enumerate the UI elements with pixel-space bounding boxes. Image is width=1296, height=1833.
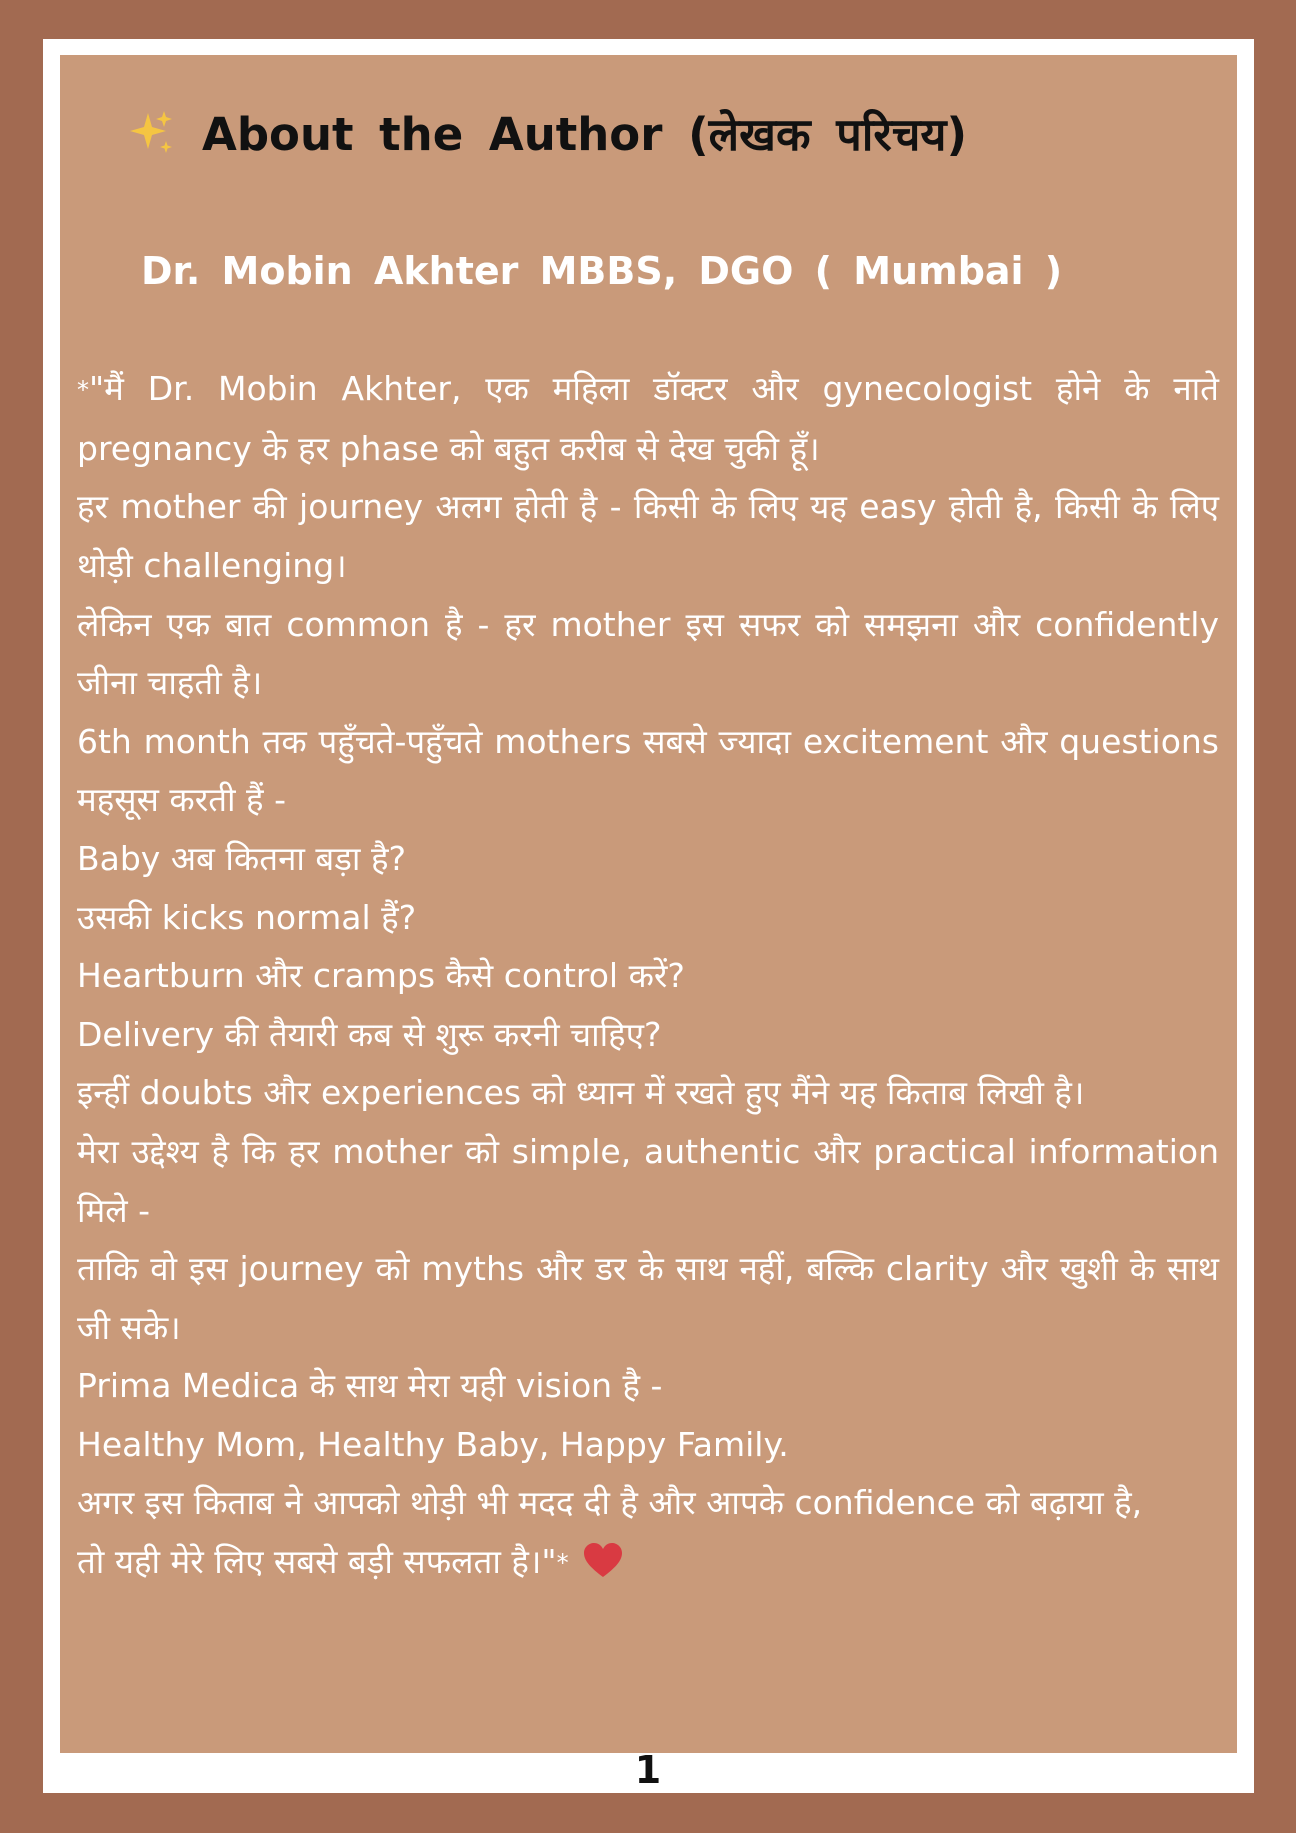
author-bio [77,360,1219,1593]
bio-paragraph: Prima Medica के साथ मेरा यही vision है - [77,1366,663,1406]
open-mark: * [77,376,89,405]
close-mark: * [556,1549,569,1578]
bio-paragraph: अगर इस किताब ने आपको थोड़ी भी मदद दी है और आपके confidence को बढ़ाया है, [77,1483,1143,1523]
bio-paragraph: Baby अब कितना बड़ा है? [77,838,406,878]
bio-paragraph: Healthy Mom, Healthy Baby, Happy Family. [77,1424,789,1464]
bio-paragraph: Delivery की तैयारी कब से शुरू करनी चाहिए? [77,1014,662,1054]
bio-paragraph [77,360,1219,478]
bio-paragraph: Heartburn और cramps कैसे control करें? [77,956,685,996]
bio-paragraph: मेरा उद्देश्य है कि हर mother को simple, authentic और practical information मिले - [77,1131,1219,1230]
bio-paragraph: इन्हीं doubts और experiences को ध्यान में रखते हुए मैंने यह किताब लिखी है। [77,1073,1085,1113]
bio-text: "मैं Dr. Mobin Akhter, एक महिला डॉक्टर और gynecologist होने के नाते pregnancy के हर phase को बहुत करीब से देख चुकी हूँ। [77,369,1219,468]
sparkle-icon [126,109,176,159]
page-title: About the Author (लेखक परिचय) [202,108,968,161]
page-content [60,55,1237,1753]
bio-paragraph: हर mother की journey अलग होती है - किसी के लिए यह easy होती है, किसी के लिए थोड़ी challenging। [77,487,1219,585]
page-number: 1 [634,1748,662,1792]
title-row [126,103,967,164]
bio-paragraph: उसकी kicks normal हैं? [77,897,417,937]
bio-paragraph [77,1533,1219,1593]
author-name: Dr. Mobin Akhter MBBS, DGO ( Mumbai ) [141,249,1063,293]
bio-text: तो यही मेरे लिए सबसे बड़ी सफलता है।" [77,1542,557,1582]
bio-paragraph: लेकिन एक बात common है - हर mother इस सफर को समझना और confidently जीना चाहती है। [77,604,1219,703]
bio-paragraph: ताकि वो इस journey को myths और डर के साथ नहीं, बल्कि clarity और खुशी के साथ जी सके। [77,1249,1219,1347]
bio-paragraph: 6th month तक पहुँचते-पहुँचते mothers सबसे ज्यादा excitement और questions महसूस करती हैं - [77,721,1219,820]
heart-icon [583,1539,623,1575]
